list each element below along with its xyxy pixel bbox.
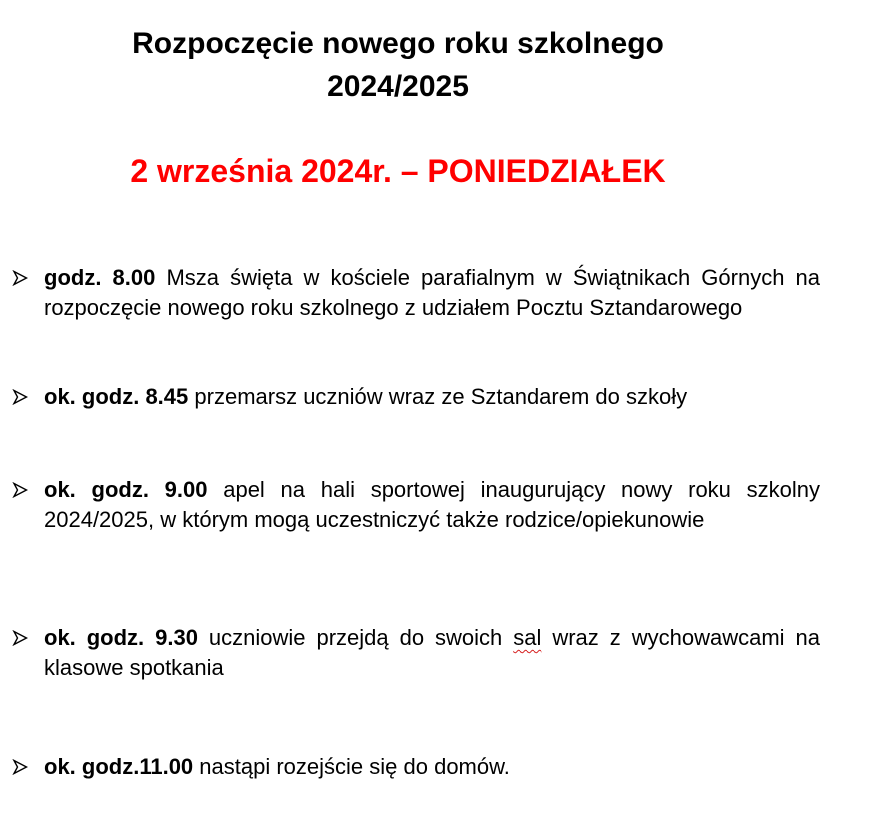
arrowhead-bullet-icon bbox=[12, 623, 32, 653]
schedule-item bbox=[44, 263, 820, 323]
schedule-text: Msza święta w kościele parafialnym w Świątnikach Górnych na rozpoczęcie nowego roku szkolnego z udziałem Pocztu Sztandarowego bbox=[44, 265, 820, 320]
schedule-item bbox=[44, 752, 820, 782]
schedule-item bbox=[44, 623, 820, 683]
arrowhead-bullet-icon bbox=[12, 263, 32, 293]
page-title-line-1: Rozpoczęcie nowego roku szkolnego bbox=[132, 27, 664, 60]
schedule-time: ok. godz. 9.00 bbox=[44, 477, 208, 502]
event-date-heading: 2 września 2024r. – PONIEDZIAŁEK bbox=[130, 153, 666, 189]
schedule-text: przemarsz uczniów wraz ze Sztandarem do szkoły bbox=[194, 384, 688, 409]
schedule-time: ok. godz. 8.45 bbox=[44, 384, 189, 409]
schedule-text: apel na hali sportowej inaugurujący nowy roku szkolny 2024/2025, w którym mogą uczestniczyć także rodzice/opiekunowie bbox=[44, 477, 820, 532]
arrowhead-bullet-icon bbox=[12, 382, 32, 412]
schedule-item bbox=[44, 382, 820, 412]
page-title-line-2: 2024/2025 bbox=[327, 70, 469, 103]
spellcheck-flagged-word: sal bbox=[513, 625, 542, 650]
schedule-text-before: uczniowie przejdą do swoich bbox=[208, 625, 503, 650]
arrowhead-bullet-icon bbox=[12, 752, 32, 782]
schedule-time: ok. godz. 9.30 bbox=[44, 625, 198, 650]
schedule-time: ok. godz.11.00 bbox=[44, 754, 194, 779]
schedule-time: godz. 8.00 bbox=[44, 265, 156, 290]
schedule-text-after: wraz z wychowawcami na klasowe spotkania bbox=[44, 625, 820, 680]
schedule-item bbox=[44, 475, 820, 535]
arrowhead-bullet-icon bbox=[12, 475, 32, 505]
schedule-text: nastąpi rozejście się do domów. bbox=[199, 754, 510, 779]
